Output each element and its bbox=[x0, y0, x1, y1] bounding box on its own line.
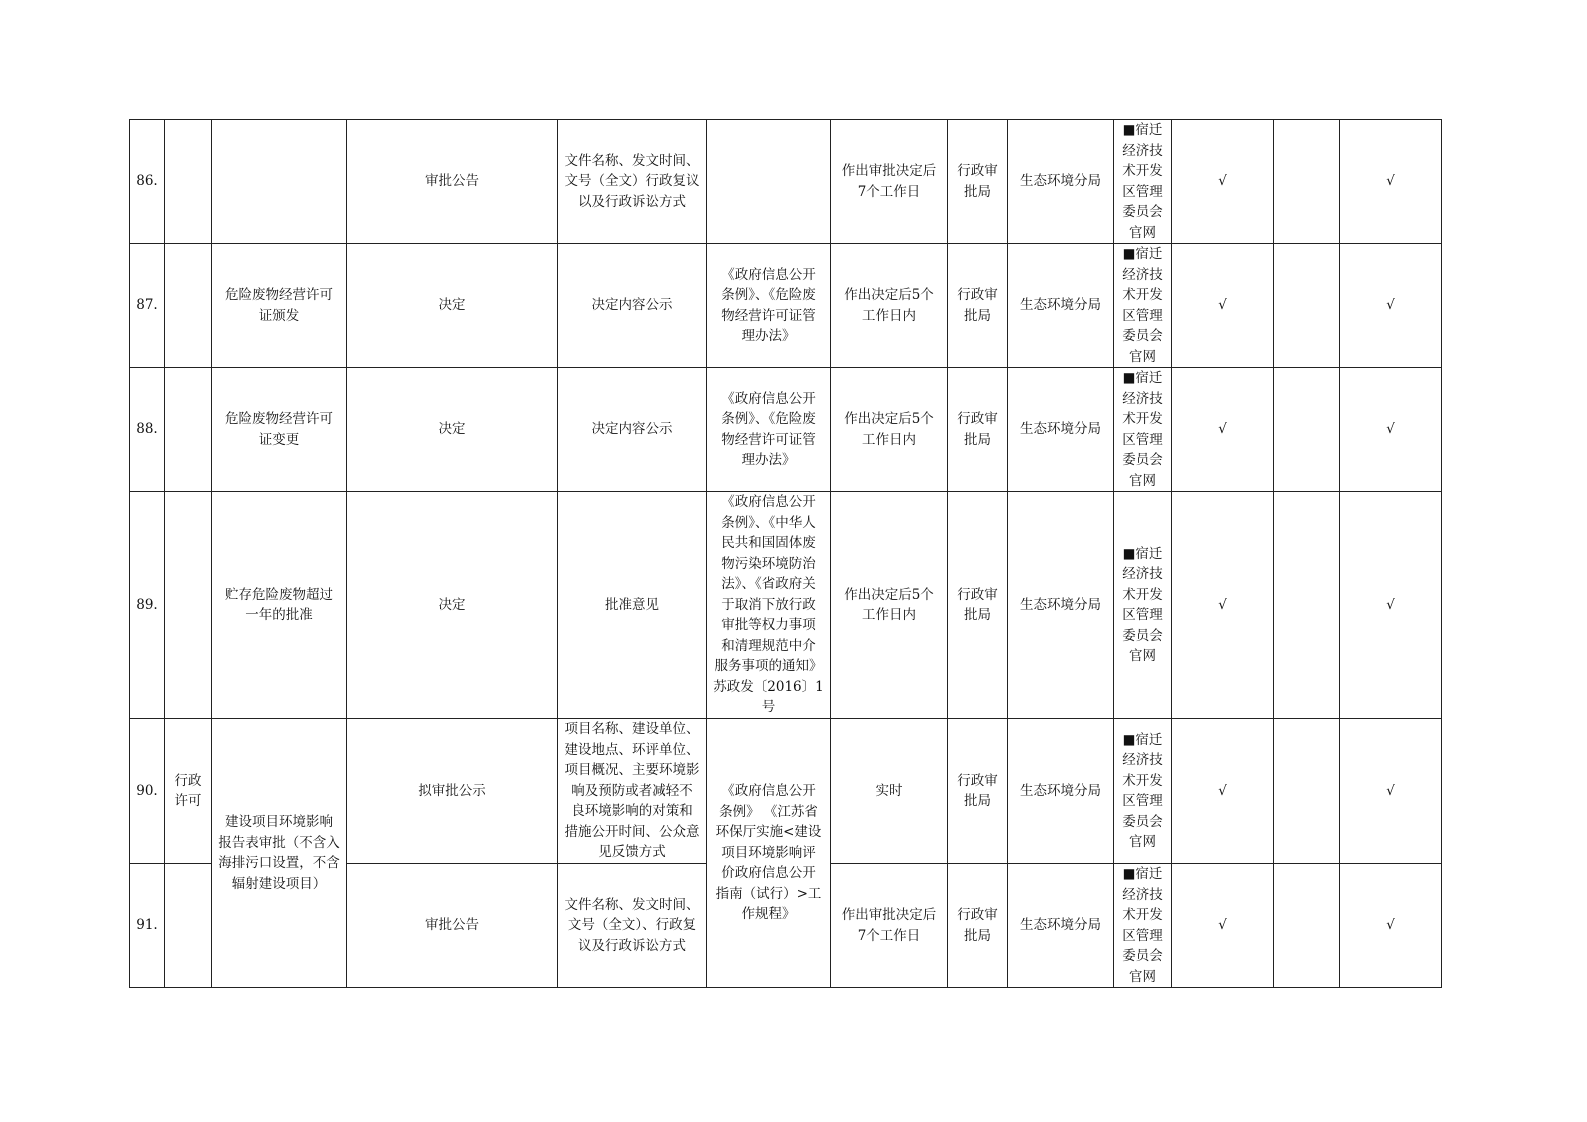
item-cell: 建设项目环境影响 报告表审批（不含入 海排污口设置，不含 辐射建设项目） bbox=[212, 719, 347, 988]
channel-cell: ■宿迁 经济技 术开发 区管理 委员会 官网 bbox=[1114, 719, 1172, 864]
basis-cell: 《政府信息公开 条例》、《危险废 物经营许可证管 理办法》 bbox=[707, 244, 831, 368]
empty-check-cell bbox=[1274, 492, 1340, 719]
check-mark: √ bbox=[1340, 492, 1442, 719]
empty-check-cell bbox=[1274, 368, 1340, 492]
channel-cell: ■宿迁 经济技 术开发 区管理 委员会 官网 bbox=[1114, 368, 1172, 492]
time-limit-cell: 作出决定后5个 工作日内 bbox=[831, 492, 948, 719]
department-cell: 生态环境分局 bbox=[1008, 120, 1114, 244]
subject-cell: 行政审 批局 bbox=[948, 368, 1008, 492]
content-cell: 项目名称、建设单位、 建设地点、环评单位、 项目概况、主要环境影 响及预防或者减轻不 良环境影响的对策和 措施公开时间、公众意 见反馈方式 bbox=[558, 719, 707, 864]
link-cell: 审批公告 bbox=[347, 864, 558, 988]
check-mark: √ bbox=[1172, 368, 1274, 492]
department-cell: 生态环境分局 bbox=[1008, 719, 1114, 864]
link-cell: 审批公告 bbox=[347, 120, 558, 244]
time-limit-cell: 作出决定后5个 工作日内 bbox=[831, 368, 948, 492]
content-cell: 批准意见 bbox=[558, 492, 707, 719]
category-cell bbox=[165, 492, 212, 719]
check-mark: √ bbox=[1340, 864, 1442, 988]
check-mark: √ bbox=[1172, 120, 1274, 244]
check-mark: √ bbox=[1340, 120, 1442, 244]
department-cell: 生态环境分局 bbox=[1008, 492, 1114, 719]
check-mark: √ bbox=[1172, 864, 1274, 988]
link-cell: 决定 bbox=[347, 492, 558, 719]
check-mark: √ bbox=[1172, 719, 1274, 864]
row-number: 88. bbox=[130, 368, 165, 492]
channel-cell: ■宿迁 经济技 术开发 区管理 委员会 官网 bbox=[1114, 244, 1172, 368]
category-cell bbox=[165, 368, 212, 492]
check-mark: √ bbox=[1340, 244, 1442, 368]
category-cell: 行政 许可 bbox=[165, 719, 212, 864]
department-cell: 生态环境分局 bbox=[1008, 864, 1114, 988]
check-mark: √ bbox=[1172, 492, 1274, 719]
disclosure-table bbox=[129, 119, 1442, 988]
row-number: 89. bbox=[130, 492, 165, 719]
check-mark: √ bbox=[1172, 244, 1274, 368]
channel-cell: ■宿迁 经济技 术开发 区管理 委员会 官网 bbox=[1114, 120, 1172, 244]
basis-cell: 《政府信息公开 条例》 《江苏省 环保厅实施<建设 项目环境影响评 价政府信息公开 指南（试行）>工 作规程》 bbox=[707, 719, 831, 988]
row-number: 90. bbox=[130, 719, 165, 864]
item-cell: 危险废物经营许可 证颁发 bbox=[212, 244, 347, 368]
time-limit-cell: 作出审批决定后 7个工作日 bbox=[831, 120, 948, 244]
item-cell: 贮存危险废物超过 一年的批准 bbox=[212, 492, 347, 719]
subject-cell: 行政审 批局 bbox=[948, 120, 1008, 244]
check-mark: √ bbox=[1340, 719, 1442, 864]
time-limit-cell: 作出审批决定后 7个工作日 bbox=[831, 864, 948, 988]
row-number: 87. bbox=[130, 244, 165, 368]
empty-check-cell bbox=[1274, 719, 1340, 864]
empty-check-cell bbox=[1274, 864, 1340, 988]
row-number: 91. bbox=[130, 864, 165, 988]
check-mark: √ bbox=[1340, 368, 1442, 492]
table-row bbox=[130, 719, 1442, 864]
link-cell: 拟审批公示 bbox=[347, 719, 558, 864]
basis-cell bbox=[707, 120, 831, 244]
content-cell: 文件名称、发文时间、 文号（全文）行政复议 以及行政诉讼方式 bbox=[558, 120, 707, 244]
item-cell bbox=[212, 120, 347, 244]
basis-cell: 《政府信息公开 条例》、《危险废 物经营许可证管 理办法》 bbox=[707, 368, 831, 492]
table-row bbox=[130, 368, 1442, 492]
subject-cell: 行政审 批局 bbox=[948, 719, 1008, 864]
channel-cell: ■宿迁 经济技 术开发 区管理 委员会 官网 bbox=[1114, 492, 1172, 719]
empty-check-cell bbox=[1274, 120, 1340, 244]
content-cell: 决定内容公示 bbox=[558, 244, 707, 368]
empty-check-cell bbox=[1274, 244, 1340, 368]
time-limit-cell: 作出决定后5个 工作日内 bbox=[831, 244, 948, 368]
subject-cell: 行政审 批局 bbox=[948, 864, 1008, 988]
link-cell: 决定 bbox=[347, 368, 558, 492]
row-number: 86. bbox=[130, 120, 165, 244]
basis-cell: 《政府信息公开 条例》、《中华人 民共和国固体废 物污染环境防治 法》、《省政府关 于取消下放行政 审批等权力事项 和清理规范中介 服务事项的通知》 苏政发〔2016〕1 号 bbox=[707, 492, 831, 719]
item-cell: 危险废物经营许可 证变更 bbox=[212, 368, 347, 492]
subject-cell: 行政审 批局 bbox=[948, 492, 1008, 719]
link-cell: 决定 bbox=[347, 244, 558, 368]
department-cell: 生态环境分局 bbox=[1008, 368, 1114, 492]
department-cell: 生态环境分局 bbox=[1008, 244, 1114, 368]
category-cell bbox=[165, 864, 212, 988]
content-cell: 文件名称、发文时间、 文号（全文）、行政复 议及行政诉讼方式 bbox=[558, 864, 707, 988]
channel-cell: ■宿迁 经济技 术开发 区管理 委员会 官网 bbox=[1114, 864, 1172, 988]
subject-cell: 行政审 批局 bbox=[948, 244, 1008, 368]
table-row bbox=[130, 492, 1442, 719]
category-cell bbox=[165, 120, 212, 244]
time-limit-cell: 实时 bbox=[831, 719, 948, 864]
content-cell: 决定内容公示 bbox=[558, 368, 707, 492]
table-row bbox=[130, 120, 1442, 244]
table-row bbox=[130, 244, 1442, 368]
category-cell bbox=[165, 244, 212, 368]
